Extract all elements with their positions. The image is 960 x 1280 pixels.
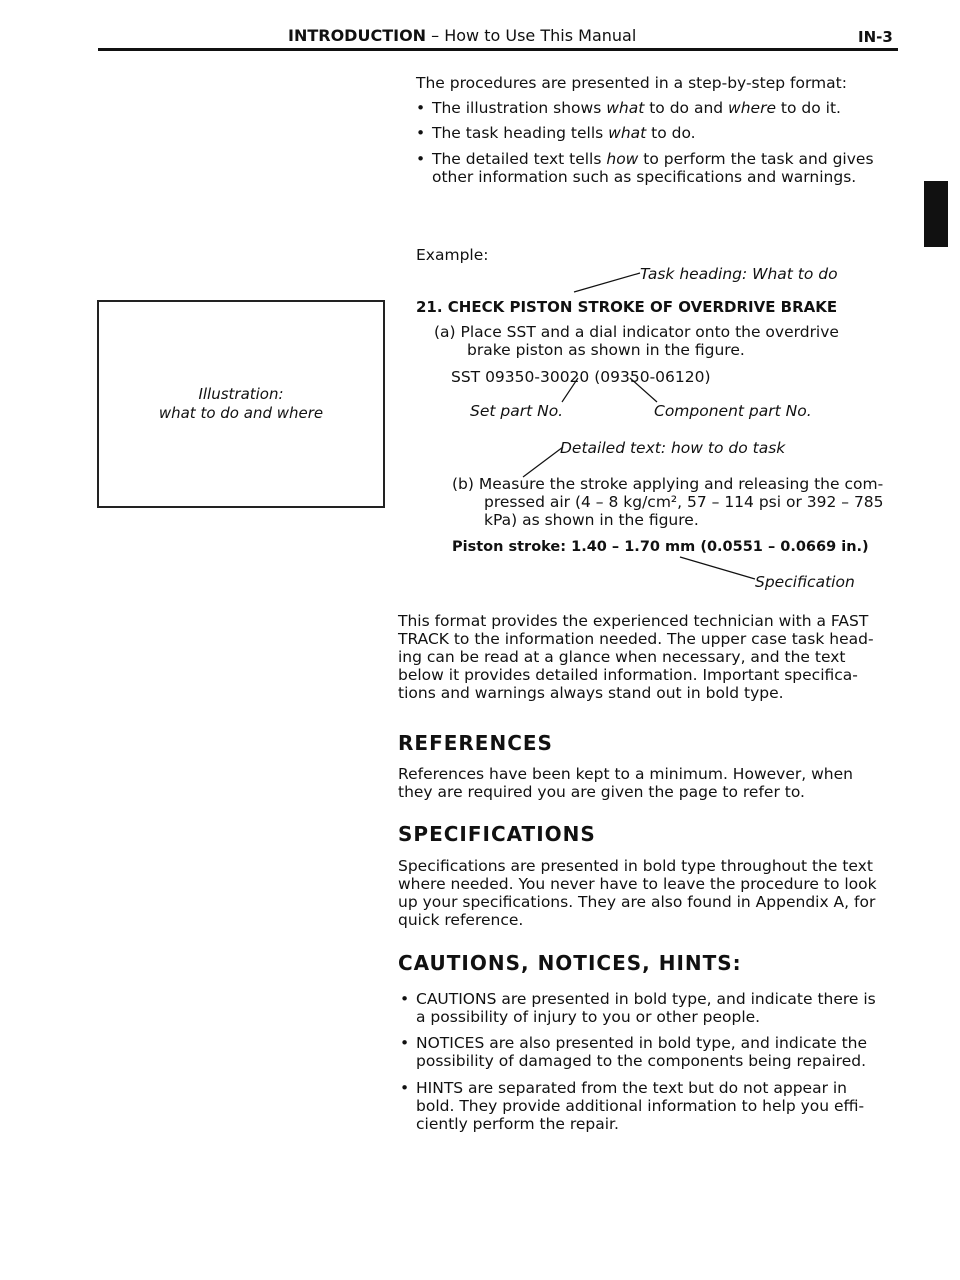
step-heading: 21. CHECK PISTON STROKE OF OVERDRIVE BRAKE — [416, 298, 838, 316]
specifications-paragraph: Specifications are presented in bold type throughout the text where needed. You never have to leave the procedure to look up your specifications. They are also found in Appendix A, for quick reference. — [398, 857, 877, 929]
header-section: INTRODUCTION — [288, 26, 427, 45]
task-leader-line — [574, 273, 640, 292]
task-heading-callout: Task heading: What to do — [640, 265, 838, 283]
component-part-callout: Component part No. — [654, 402, 812, 420]
spec-leader-line — [680, 557, 755, 579]
sst-line: SST 09350-30020 (09350-06120) — [451, 368, 711, 386]
spec-line: Piston stroke: 1.40 – 1.70 mm (0.0551 – 0.0669 in.) — [452, 539, 869, 555]
hints-bullet: • HINTS are separated from the text but do not appear in bold. They provide additional information to help you effi- ciently perform the repair. — [416, 1079, 864, 1133]
step-a-line-1: (a) Place SST and a dial indicator onto the overdrive — [434, 323, 839, 341]
component-leader-line — [630, 378, 657, 402]
cautions-heading: CAUTIONS, NOTICES, HINTS: — [398, 951, 742, 975]
set-part-leader-line — [562, 378, 578, 402]
step-b-line-3: kPa) as shown in the figure. — [484, 511, 699, 529]
detailed-text-callout: Detailed text: how to do task — [560, 439, 786, 457]
example-label: Example: — [416, 246, 489, 264]
step-a-line-2: brake piston as shown in the figure. — [467, 341, 745, 359]
intro-bullet-3: • The detailed text tells how to perform the task and gives — [432, 150, 874, 169]
step-b-line-1: (b) Measure the stroke applying and releasing the com- — [452, 475, 884, 493]
intro-lead: The procedures are presented in a step-by-step format: — [416, 74, 847, 92]
cautions-bullet: • CAUTIONS are presented in bold type, and indicate there is a possibility of injury to you or other people. — [416, 990, 876, 1026]
notices-bullet: • NOTICES are also presented in bold type, and indicate the possibility of damaged to the components being repaired. — [416, 1034, 867, 1070]
illustration-label: Illustration: — [198, 385, 284, 403]
set-part-callout: Set part No. — [470, 402, 564, 420]
page-number: IN-3 — [858, 28, 893, 46]
illustration-caption: what to do and where — [158, 404, 324, 422]
references-heading: REFERENCES — [398, 731, 553, 755]
step-b-line-2: pressed air (4 – 8 kg/cm², 57 – 114 psi or 392 – 785 — [484, 493, 884, 511]
specifications-heading: SPECIFICATIONS — [398, 822, 596, 846]
header-title: – How to Use This Manual — [426, 26, 637, 45]
format-paragraph: This format provides the experienced technician with a FAST TRACK to the information needed. The upper case task head- ing can be read at a glance when necessary, and the text below it provides detailed information. Important specifica- tions and warnings always stand out in bold type. — [398, 612, 874, 702]
references-paragraph: References have been kept to a minimum. However, when they are required you are given the page to refer to. — [398, 765, 853, 801]
specification-callout: Specification — [755, 573, 855, 591]
detail-leader-line — [523, 447, 563, 477]
intro-bullet-1: • The illustration shows what to do and where to do it. — [432, 99, 841, 118]
intro-bullet-3-cont: other information such as specifications and warnings. — [432, 168, 857, 186]
intro-bullet-2: • The task heading tells what to do. — [432, 124, 696, 143]
